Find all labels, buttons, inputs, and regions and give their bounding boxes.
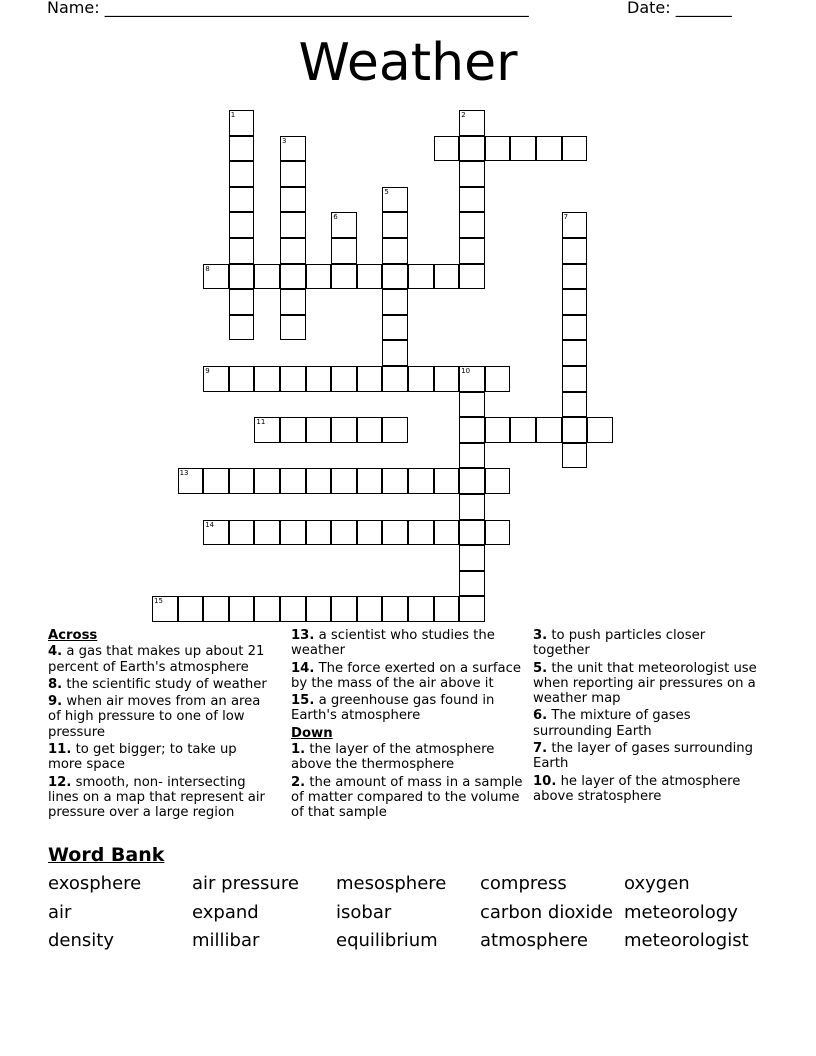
clue-down-7: 7. the layer of gases surrounding Earth — [533, 741, 753, 772]
grid-cell[interactable] — [459, 392, 485, 418]
clue-number: 2 — [461, 111, 466, 119]
clue-across-11: 11. to get bigger; to take up more space — [48, 742, 237, 773]
word-bank-item: isobar — [336, 902, 392, 923]
grid-cell[interactable] — [229, 596, 255, 622]
clue-number: 14 — [205, 520, 215, 529]
grid-cell[interactable] — [357, 417, 383, 443]
grid-cell[interactable] — [229, 468, 255, 494]
across-heading: Across — [48, 628, 98, 643]
clue-number: 13 — [179, 469, 189, 478]
grid-cell[interactable] — [280, 520, 306, 546]
grid-cell[interactable] — [459, 161, 485, 187]
word-bank-item: meteorologist — [624, 930, 749, 951]
grid-cell[interactable] — [357, 468, 383, 494]
grid-cell[interactable] — [587, 417, 613, 443]
grid-cell[interactable] — [485, 520, 511, 546]
grid-cell[interactable] — [280, 468, 306, 494]
word-bank-item: atmosphere — [480, 930, 588, 951]
grid-cell[interactable] — [459, 596, 485, 622]
grid-cell[interactable] — [254, 264, 280, 290]
grid-cell[interactable] — [459, 443, 485, 469]
grid-cell[interactable] — [510, 136, 536, 162]
clues-column-1 — [48, 628, 274, 823]
grid-cell[interactable] — [382, 366, 408, 392]
grid-cell[interactable] — [459, 520, 485, 546]
grid-cell[interactable] — [382, 468, 408, 494]
grid-cell[interactable] — [178, 596, 204, 622]
word-bank-item: carbon dioxide — [480, 902, 613, 923]
page-title: Weather — [298, 33, 518, 93]
grid-cell[interactable] — [459, 136, 485, 162]
grid-cell[interactable] — [229, 136, 255, 162]
name-label: Name: — [47, 0, 105, 17]
grid-cell[interactable] — [280, 264, 306, 290]
grid-cell[interactable] — [280, 212, 306, 238]
grid-cell[interactable] — [485, 468, 511, 494]
grid-cell[interactable] — [562, 212, 588, 238]
clue-number: 8 — [205, 264, 210, 273]
grid-cell[interactable] — [459, 212, 485, 238]
grid-cell[interactable] — [408, 596, 434, 622]
grid-cell[interactable] — [485, 417, 511, 443]
grid-cell[interactable] — [331, 238, 357, 264]
grid-cell[interactable] — [306, 468, 332, 494]
grid-cell[interactable] — [510, 417, 536, 443]
grid-cell[interactable] — [280, 315, 306, 341]
clue-number: 6 — [333, 213, 338, 222]
grid-cell[interactable] — [562, 417, 588, 443]
name-line: _____________________________________________________ — [104, 0, 529, 17]
word-bank-item: oxygen — [624, 873, 690, 894]
grid-cell[interactable] — [254, 596, 280, 622]
clue-across-4: 4. a gas that makes up about 21 percent of Earth's atmosphere — [48, 644, 265, 675]
word-bank-item: mesosphere — [336, 873, 447, 894]
clue-down-5: 5. the unit that meteorologist use when reporting air pressures on a weather map — [533, 660, 757, 707]
word-bank-item: compress — [480, 873, 567, 894]
grid-cell[interactable] — [459, 417, 485, 443]
grid-cell[interactable] — [408, 520, 434, 546]
word-bank-item: air pressure — [192, 873, 299, 894]
clue-down-1: 1. the layer of the atmosphere above the thermosphere — [291, 742, 495, 773]
date-line: _______ — [675, 0, 732, 17]
grid-cell[interactable] — [382, 187, 408, 213]
grid-cell[interactable] — [408, 468, 434, 494]
grid-cell[interactable] — [485, 366, 511, 392]
clue-across-15: 15. a greenhouse gas found in Earth's atmosphere — [291, 693, 495, 724]
word-bank-item: exosphere — [48, 873, 142, 894]
grid-cell[interactable] — [229, 366, 255, 392]
grid-cell[interactable] — [434, 468, 460, 494]
grid-cell[interactable] — [434, 596, 460, 622]
grid-cell[interactable] — [280, 161, 306, 187]
grid-cell[interactable] — [382, 596, 408, 622]
grid-cell[interactable] — [459, 571, 485, 597]
word-bank-item: meteorology — [624, 902, 738, 923]
grid-cell[interactable] — [331, 468, 357, 494]
grid-cell[interactable] — [357, 366, 383, 392]
clue-down-6: 6. The mixture of gases surrounding Earth — [533, 708, 691, 739]
clues-column-2 — [291, 628, 527, 823]
grid-cell[interactable] — [562, 238, 588, 264]
grid-cell[interactable] — [459, 110, 485, 136]
grid-cell[interactable] — [434, 264, 460, 290]
grid-cell[interactable] — [229, 238, 255, 264]
grid-cell[interactable] — [382, 315, 408, 341]
grid-cell[interactable] — [459, 187, 485, 213]
grid-cell[interactable] — [280, 187, 306, 213]
grid-cell[interactable] — [229, 520, 255, 546]
grid-cell[interactable] — [229, 110, 255, 136]
grid-cell[interactable] — [459, 494, 485, 520]
date-label: Date: — [627, 0, 676, 17]
grid-cell[interactable] — [357, 596, 383, 622]
grid-cell[interactable] — [254, 468, 280, 494]
grid-cell[interactable] — [280, 238, 306, 264]
grid-cell[interactable] — [459, 264, 485, 290]
word-bank-title: Word Bank — [48, 844, 165, 866]
clue-across-9: 9. when air moves from an area of high pressure to one of low pressure — [48, 694, 261, 740]
grid-cell[interactable] — [331, 596, 357, 622]
grid-cell[interactable] — [459, 366, 485, 392]
clue-number: 10 — [461, 367, 471, 375]
grid-cell[interactable] — [306, 264, 332, 290]
grid-cell[interactable] — [306, 596, 332, 622]
grid-cell[interactable] — [434, 520, 460, 546]
grid-cell[interactable] — [562, 315, 588, 341]
grid-cell[interactable] — [434, 366, 460, 392]
grid-cell[interactable] — [408, 366, 434, 392]
word-bank-item: density — [48, 930, 114, 951]
grid-cell[interactable] — [152, 596, 178, 622]
clue-number: 11 — [256, 418, 266, 427]
grid-cell[interactable] — [562, 289, 588, 315]
grid-cell[interactable] — [254, 417, 280, 443]
grid-cell[interactable] — [382, 264, 408, 290]
grid-cell[interactable] — [536, 136, 562, 162]
word-bank-item: expand — [192, 902, 259, 923]
grid-cell[interactable] — [357, 520, 383, 546]
grid-cell[interactable] — [459, 545, 485, 571]
grid-cell[interactable] — [408, 264, 434, 290]
word-bank-item: air — [48, 902, 72, 923]
grid-cell[interactable] — [229, 315, 255, 341]
grid-cell[interactable] — [280, 596, 306, 622]
grid-cell[interactable] — [229, 187, 255, 213]
grid-cell[interactable] — [485, 136, 511, 162]
clues-column-3 — [533, 628, 763, 806]
grid-cell[interactable] — [229, 161, 255, 187]
grid-cell[interactable] — [562, 136, 588, 162]
grid-cell[interactable] — [203, 596, 229, 622]
grid-cell[interactable] — [229, 212, 255, 238]
grid-cell[interactable] — [459, 468, 485, 494]
grid-cell[interactable] — [562, 392, 588, 418]
clue-down-10: 10. he layer of the atmosphere above stratosphere — [533, 773, 741, 804]
grid-cell[interactable] — [203, 520, 229, 546]
clue-number: 1 — [230, 111, 236, 119]
grid-cell[interactable] — [203, 366, 229, 392]
grid-cell[interactable] — [280, 366, 306, 392]
down-heading: Down — [291, 725, 333, 741]
grid-cell[interactable] — [536, 417, 562, 443]
grid-cell[interactable] — [434, 136, 460, 162]
clue-number: 5 — [384, 187, 389, 196]
grid-cell[interactable] — [306, 366, 332, 392]
word-bank-item: equilibrium — [336, 930, 438, 951]
grid-cell[interactable] — [459, 238, 485, 264]
grid-cell[interactable] — [203, 468, 229, 494]
grid-cell[interactable] — [280, 289, 306, 315]
clue-down-2: 2. the amount of mass in a sample of matter compared to the volume of that sample — [291, 774, 523, 821]
grid-cell[interactable] — [306, 417, 332, 443]
clue-across-13: 13. a scientist who studies the weather — [291, 628, 495, 659]
grid-cell[interactable] — [382, 238, 408, 264]
word-bank-item: millibar — [192, 930, 260, 951]
grid-cell[interactable] — [331, 520, 357, 546]
grid-cell[interactable] — [254, 520, 280, 546]
grid-cell[interactable] — [229, 264, 255, 290]
clue-number: 3 — [282, 136, 287, 145]
grid-cell[interactable] — [382, 520, 408, 546]
clue-number: 9 — [205, 367, 210, 375]
grid-cell[interactable] — [382, 417, 408, 443]
grid-cell[interactable] — [562, 264, 588, 290]
grid-cell[interactable] — [382, 289, 408, 315]
clue-across-12: 12. smooth, non- intersecting lines on a map that represent air pressure over a large region — [48, 774, 265, 821]
grid-cell[interactable] — [280, 417, 306, 443]
clue-number: 15 — [154, 597, 163, 606]
grid-cell[interactable] — [280, 136, 306, 162]
grid-cell[interactable] — [562, 443, 588, 469]
grid-cell[interactable] — [203, 264, 229, 290]
grid-cell[interactable] — [331, 264, 357, 290]
grid-cell[interactable] — [382, 340, 408, 366]
grid-cell[interactable] — [562, 366, 588, 392]
grid-cell[interactable] — [178, 468, 204, 494]
clue-across-14: 14. The force exerted on a surface by the mass of the air above it — [291, 660, 521, 691]
grid-cell[interactable] — [254, 366, 280, 392]
grid-cell[interactable] — [357, 264, 383, 290]
grid-cell[interactable] — [331, 212, 357, 238]
grid-cell[interactable] — [331, 366, 357, 392]
grid-cell[interactable] — [306, 520, 332, 546]
clue-down-3: 3. to push particles closer together — [533, 628, 706, 659]
grid-cell[interactable] — [331, 417, 357, 443]
clue-across-8: 8. the scientific study of weather — [48, 676, 267, 692]
grid-cell[interactable] — [229, 289, 255, 315]
grid-cell[interactable] — [382, 212, 408, 238]
clue-number: 7 — [563, 213, 569, 222]
grid-cell[interactable] — [562, 340, 588, 366]
